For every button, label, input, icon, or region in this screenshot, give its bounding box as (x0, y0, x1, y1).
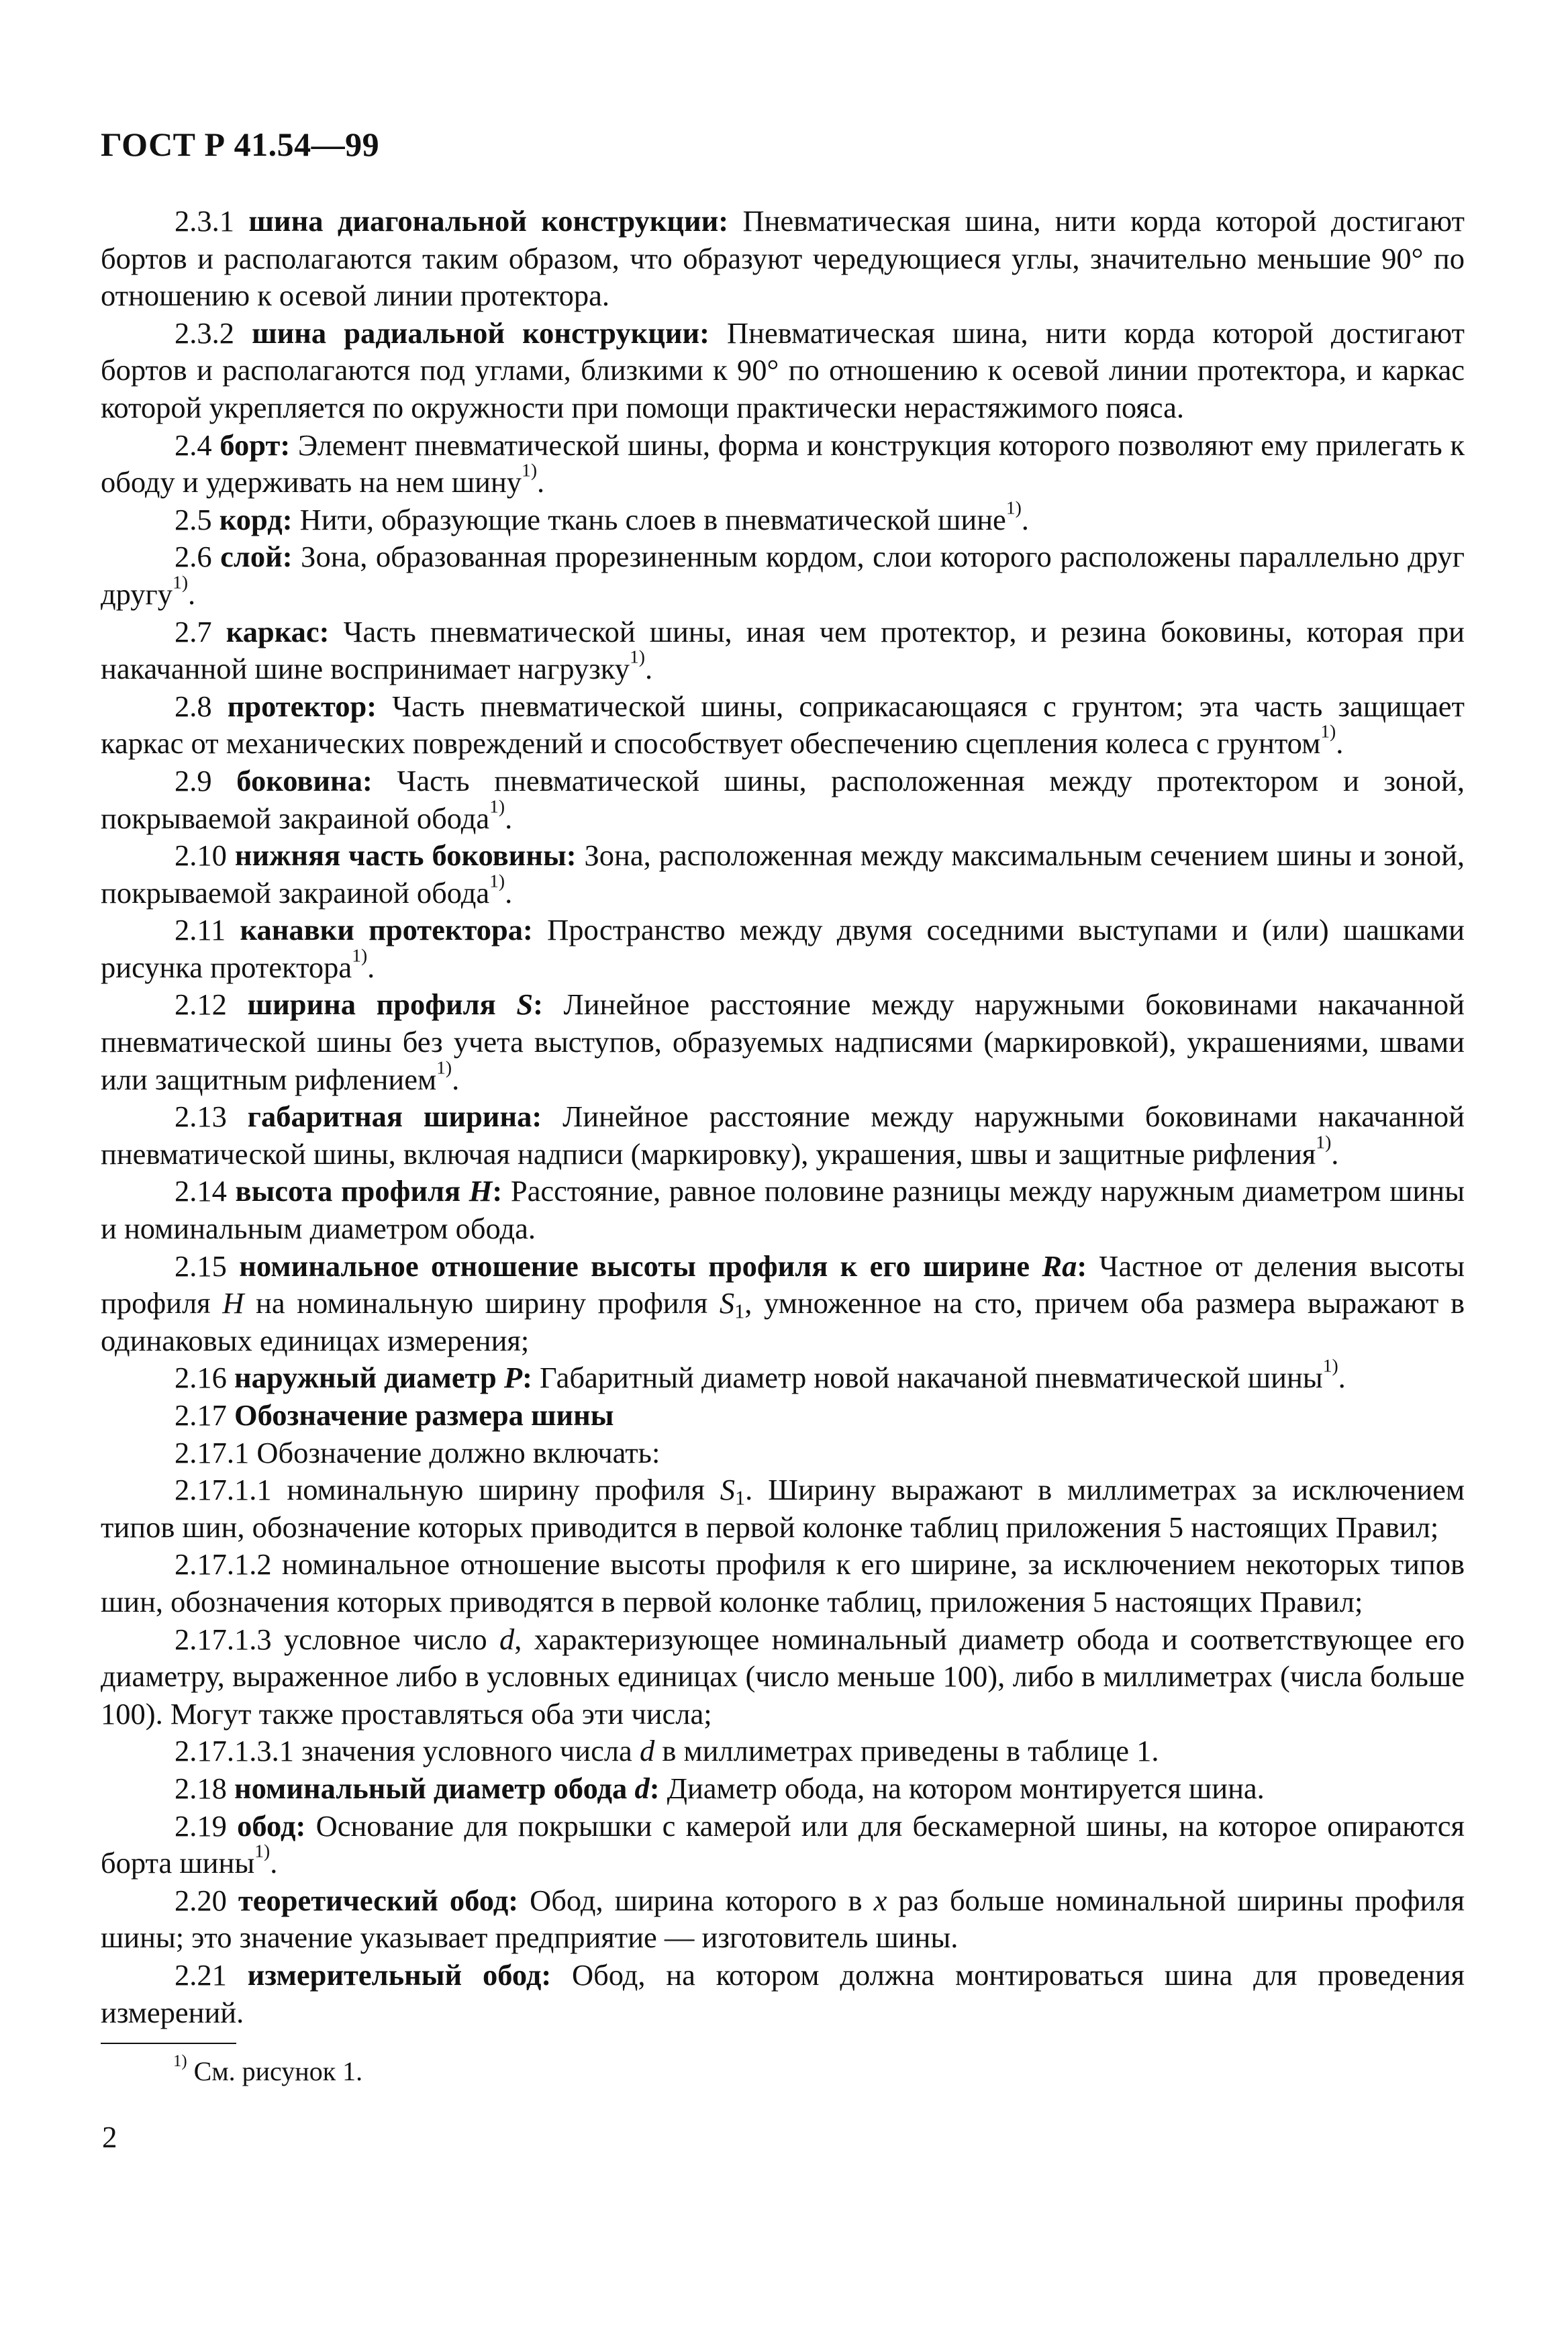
paragraph-2-17-1: 2.17.1 Обозначение должно включать: (175, 1435, 660, 1469)
term: протектор: (227, 689, 377, 723)
paragraph-2-4: 2.4 борт: Элемент пневматической шины, форма и конструкция которого позволяют ему прилегать к ободу и удерживать на нем шину$^{1)}$. (101, 428, 1465, 499)
symbol: S (516, 987, 534, 1022)
paragraph-2-5: 2.5 корд: Нити, образующие ткань слоев в пневматической шине$^{1)}$. (175, 497, 1029, 536)
footnote-ref: 1) (352, 944, 368, 966)
term: наружный диаметр (234, 1361, 504, 1395)
paragraph-2-20: 2.20 теоретический обод: Обод, ширина которого в x раз больше номинальной ширины профиля шины; это значение указывает предприятие — изготовитель шины. (101, 1883, 1465, 1955)
footnote-ref: 1) (173, 571, 189, 593)
paragraph-2-8: 2.8 протектор: Часть пневматической шины, соприкасающаяся с грунтом; эта часть защищает каркас от механических повреждений и способствует обеспечению сцепления колеса с грунтом$^{1)}$. (101, 689, 1465, 761)
paragraph-2-16: 2.16 наружный диаметр P: Габаритный диаметр новой накачаной пневматической шины$^{1)}$. (175, 1355, 1346, 1395)
paragraph-2-6: 2.6 слой: Зона, образованная прорезиненным кордом, слои которого расположены параллельно друг другу$^{1)}$. (101, 540, 1465, 611)
page-number: 2 (102, 2121, 117, 2154)
footnote: $^{1)}$ См. рисунок 1. (173, 2051, 363, 2086)
term: теоретический обод: (238, 1883, 519, 1917)
variable: x (873, 1883, 887, 1917)
footnote-ref: 1) (489, 795, 505, 817)
term: шина радиальной конструкции: (252, 315, 709, 350)
symbol: H (469, 1174, 493, 1208)
variable: S (719, 1286, 735, 1320)
term: ширина профиля (247, 987, 517, 1022)
term: обод: (237, 1808, 306, 1843)
term: высота профиля (235, 1174, 469, 1208)
paragraph-2-7: 2.7 каркас: Часть пневматической шины, иная чем протектор, и резина боковины, которая при накачанной шине воспринимает нагрузку$^{1)}$. (101, 614, 1465, 686)
paragraph-2-21: 2.21 измерительный обод: Обод, на котором должна монтироваться шина для проведения измерений. (101, 1957, 1465, 2029)
paragraph-2-17-1-3: 2.17.1.3 условное число d, характеризующее номинальный диаметр обода и соответствующее его диаметру, выраженное либо в условных единицах (число меньше 100), либо в миллиметрах (числа больше 100). Могут также проставляться оба эти числа; (101, 1622, 1465, 1731)
paragraph-2-3-1: 2.3.1 шина диагональной конструкции: Пневматическая шина, нити корда которой достигают бортов и располагаются таким образом, что образуют чередующиеся углы, значительно меньшие 90° по отношению к осевой линии протектора. (101, 204, 1465, 313)
footnote-ref: 1) (436, 1057, 452, 1078)
document-header: ГОСТ Р 41.54—99 (101, 126, 380, 163)
term: корд: (219, 502, 293, 536)
variable: d (639, 1734, 655, 1768)
term: номинальное отношение высоты профиля к его ширине (239, 1249, 1042, 1283)
term: номинальный диаметр обода (234, 1771, 635, 1805)
paragraph-2-17-1-1: 2.17.1.1 номинальную ширину профиля $S_1$. Ширину выражают в миллиметрах за исключением типов шин, обозначение которых приводится в первой колонке таблиц приложения 5 настоящих Правил; (101, 1473, 1465, 1544)
term: габаритная ширина: (247, 1100, 542, 1134)
footnote-ref: 1) (630, 646, 645, 667)
paragraph-2-10: 2.10 нижняя часть боковины: Зона, расположенная между максимальным сечением шины и зоной, покрываемой закраиной обода$^{1)}$. (101, 838, 1465, 910)
footnote-ref: 1) (1322, 1355, 1338, 1376)
paragraph-2-19: 2.19 обод: Основание для покрышки с камерой или для бескамерной шины, на которое опираются борта шины$^{1)}$. (101, 1808, 1465, 1880)
term: боковина: (236, 763, 373, 797)
section-heading: Обозначение размера шины (234, 1398, 614, 1432)
paragraph-2-14: 2.14 высота профиля H: Расстояние, равное половине разницы между наружным диаметром шины и номинальным диаметром обода. (101, 1174, 1465, 1246)
term: шина диагональной конструкции: (248, 204, 729, 238)
variable: S (720, 1473, 736, 1507)
symbol: Ra (1042, 1249, 1077, 1283)
footnote-ref: 1) (1316, 1131, 1332, 1153)
term: борт: (219, 428, 291, 462)
term: канавки протектора: (240, 913, 533, 947)
footnote-mark: 1) (173, 2051, 187, 2070)
footnote-ref: 1) (1320, 720, 1336, 742)
paragraph-2-18: 2.18 номинальный диаметр обода d: Диаметр обода, на котором монтируется шина. (175, 1771, 1265, 1805)
paragraph-2-15: 2.15 номинальное отношение высоты профиля к его ширине Ra: Частное от деления высоты профиля H на номинальную ширину профиля $S_1$, умноженное на сто, причем оба размера выражают в одинаковых единицах измерения; (101, 1249, 1465, 1357)
variable: d (499, 1622, 515, 1656)
paragraph-2-11: 2.11 канавки протектора: Пространство между двумя соседними выступами и (или) шашками рисунка протектора$^{1)}$. (101, 913, 1465, 984)
footnote-ref: 1) (1006, 497, 1022, 518)
paragraph-2-13: 2.13 габаритная ширина: Линейное расстояние между наружными боковинами накачанной пневматической шины, включая надписи (маркировку), украшения, швы и защитные рифления$^{1)}$. (101, 1100, 1465, 1171)
footnote-ref: 1) (489, 870, 505, 891)
paragraph-2-3-2: 2.3.2 шина радиальной конструкции: Пневматическая шина, нити корда которой достигают бортов и располагаются под углами, близкими к 90° по отношению к осевой линии протектора, и каркас которой укрепляется по окружности при помощи практически нерастяжимого пояса. (101, 315, 1465, 424)
symbol: d (634, 1771, 650, 1805)
paragraph-2-17-1-3-1: 2.17.1.3.1 значения условного числа d в миллиметрах приведены в таблице 1. (175, 1734, 1159, 1768)
variable: H (222, 1286, 244, 1320)
term: слой: (220, 540, 293, 574)
term: нижняя часть боковины: (234, 838, 577, 873)
footnote-ref: 1) (522, 459, 538, 481)
term: измерительный обод: (247, 1957, 552, 1992)
document-body (101, 203, 1465, 2031)
paragraph-2-9: 2.9 боковина: Часть пневматической шины, расположенная между протектором и зоной, покрываемой закраиной обода$^{1)}$. (101, 763, 1465, 835)
footnote-divider (101, 2043, 236, 2044)
footnote-ref: 1) (254, 1840, 271, 1861)
symbol: P (503, 1361, 523, 1395)
paragraph-2-12: 2.12 ширина профиля S: Линейное расстояние между наружными боковинами накачанной пневматической шины без учета выступов, образуемых надписями (маркировкой), украшениями, швами или защитным рифлением$^{1)}$. (101, 987, 1465, 1096)
paragraph-2-17: 2.17 Обозначение размера шины (175, 1398, 614, 1432)
term: каркас: (226, 614, 330, 648)
paragraph-2-17-1-2: 2.17.1.2 номинальное отношение высоты профиля к его ширине, за исключением некоторых типов шин, обозначения которых приводятся в первой колонке таблиц, приложения 5 настоящих Правил; (101, 1547, 1465, 1618)
